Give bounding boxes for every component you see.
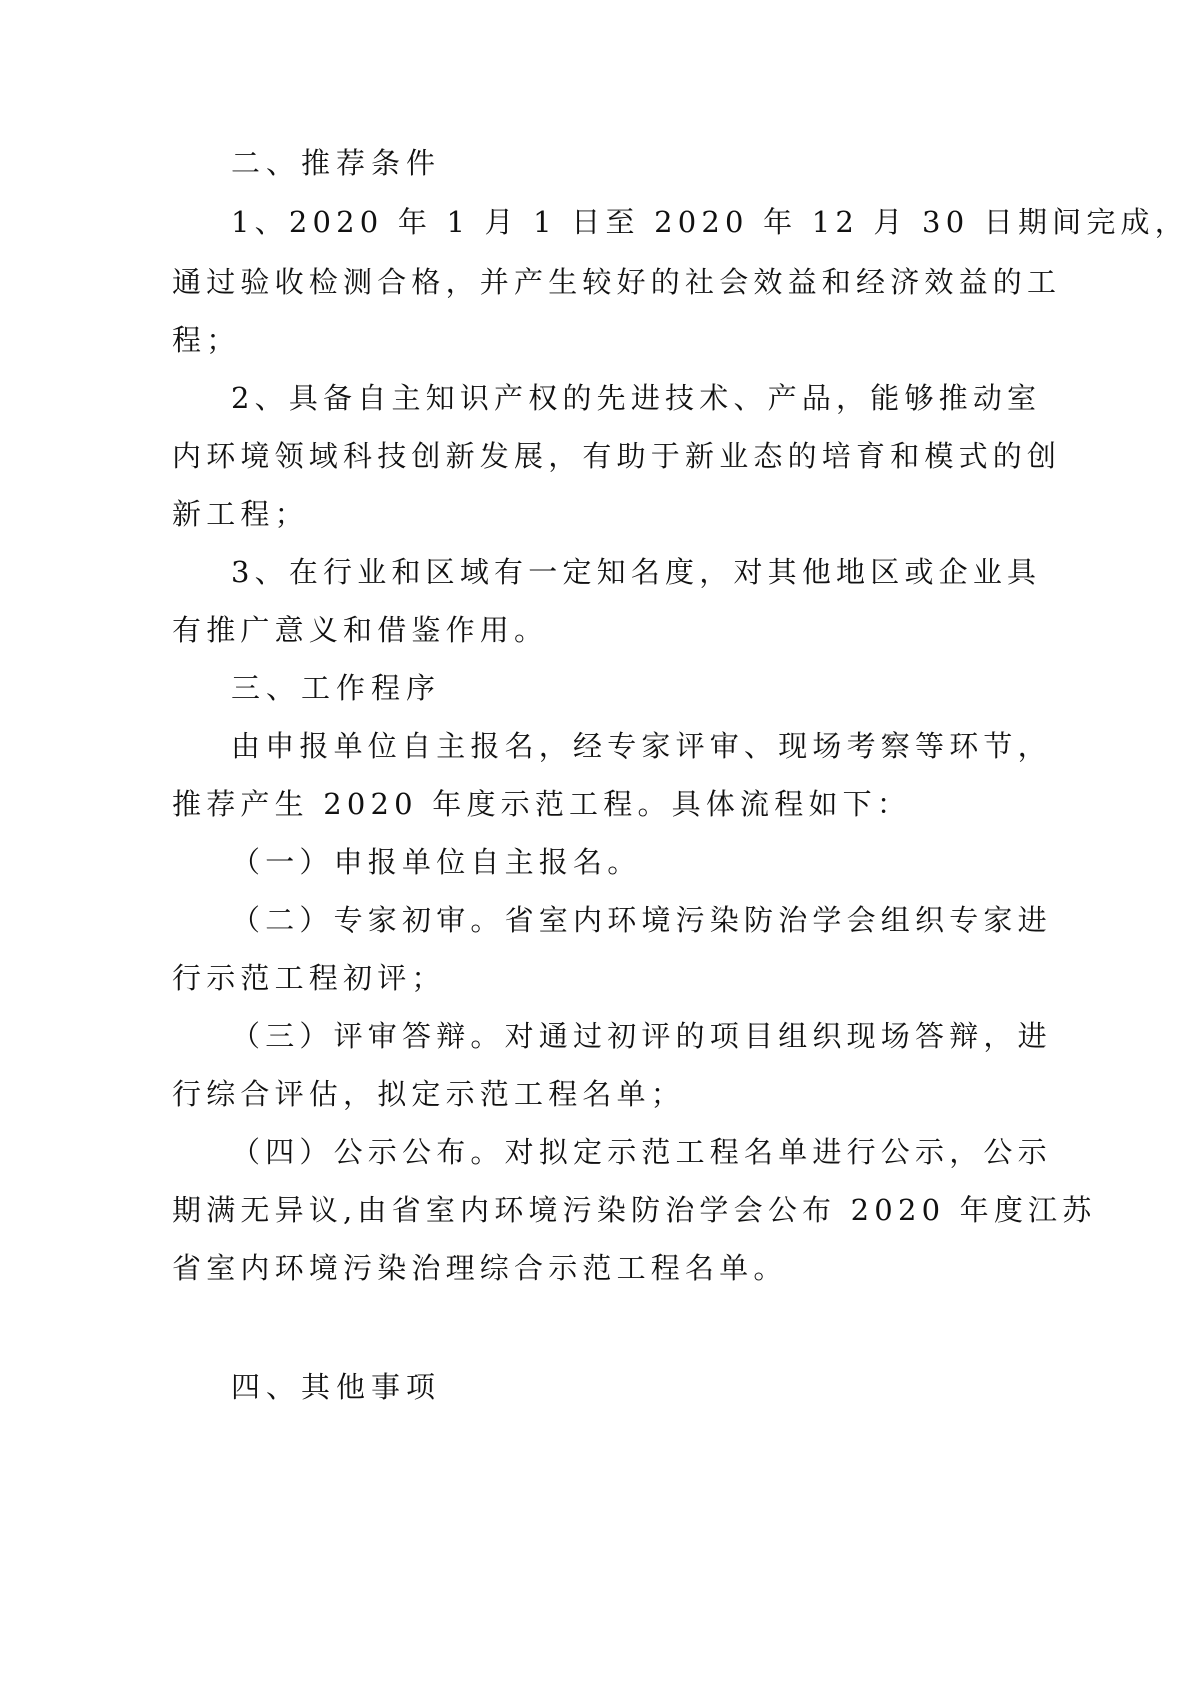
criterion-3-line-1: 3、在行业和区域有一定知名度，对其他地区或企业具 [231, 555, 1042, 589]
section-heading-work-procedure: 三、工作程序 [231, 671, 442, 705]
procedure-step-4-line-3: 省室内环境污染治理综合示范工程名单。 [172, 1251, 788, 1285]
procedure-step-3-line-2: 行综合评估，拟定示范工程名单； [172, 1077, 686, 1111]
criterion-1-line-3: 程； [172, 323, 241, 357]
criterion-1-line-1: 1、2020 年 1 月 1 日至 2020 年 12 月 30 日期间完成， [231, 205, 1189, 239]
procedure-step-4-line-2: 期满无异议,由省室内环境污染防治学会公布 2020 年度江苏 [172, 1193, 1097, 1227]
criterion-1-line-2: 通过验收检测合格，并产生较好的社会效益和经济效益的工 [172, 265, 1062, 299]
procedure-intro-line-1: 由申报单位自主报名，经专家评审、现场考察等环节， [231, 729, 1052, 763]
procedure-step-2-line-2: 行示范工程初评； [172, 961, 446, 995]
section-heading-recommendation-criteria: 二、推荐条件 [231, 146, 442, 180]
criterion-2-line-1: 2、具备自主知识产权的先进技术、产品，能够推动室 [231, 381, 1042, 415]
procedure-intro-line-2: 推荐产生 2020 年度示范工程。具体流程如下： [172, 787, 912, 821]
procedure-step-1-line-1: （一）申报单位自主报名。 [231, 845, 642, 879]
procedure-step-3-line-1: （三）评审答辩。对通过初评的项目组织现场答辩，进 [231, 1019, 1052, 1053]
criterion-2-line-3: 新工程； [172, 497, 309, 531]
section-heading-other-matters: 四、其他事项 [231, 1370, 442, 1404]
procedure-step-4-line-1: （四）公示公布。对拟定示范工程名单进行公示，公示 [231, 1135, 1052, 1169]
procedure-step-2-line-1: （二）专家初审。省室内环境污染防治学会组织专家进 [231, 903, 1052, 937]
criterion-2-line-2: 内环境领域科技创新发展，有助于新业态的培育和模式的创 [172, 439, 1062, 473]
criterion-3-line-2: 有推广意义和借鉴作用。 [172, 613, 549, 647]
